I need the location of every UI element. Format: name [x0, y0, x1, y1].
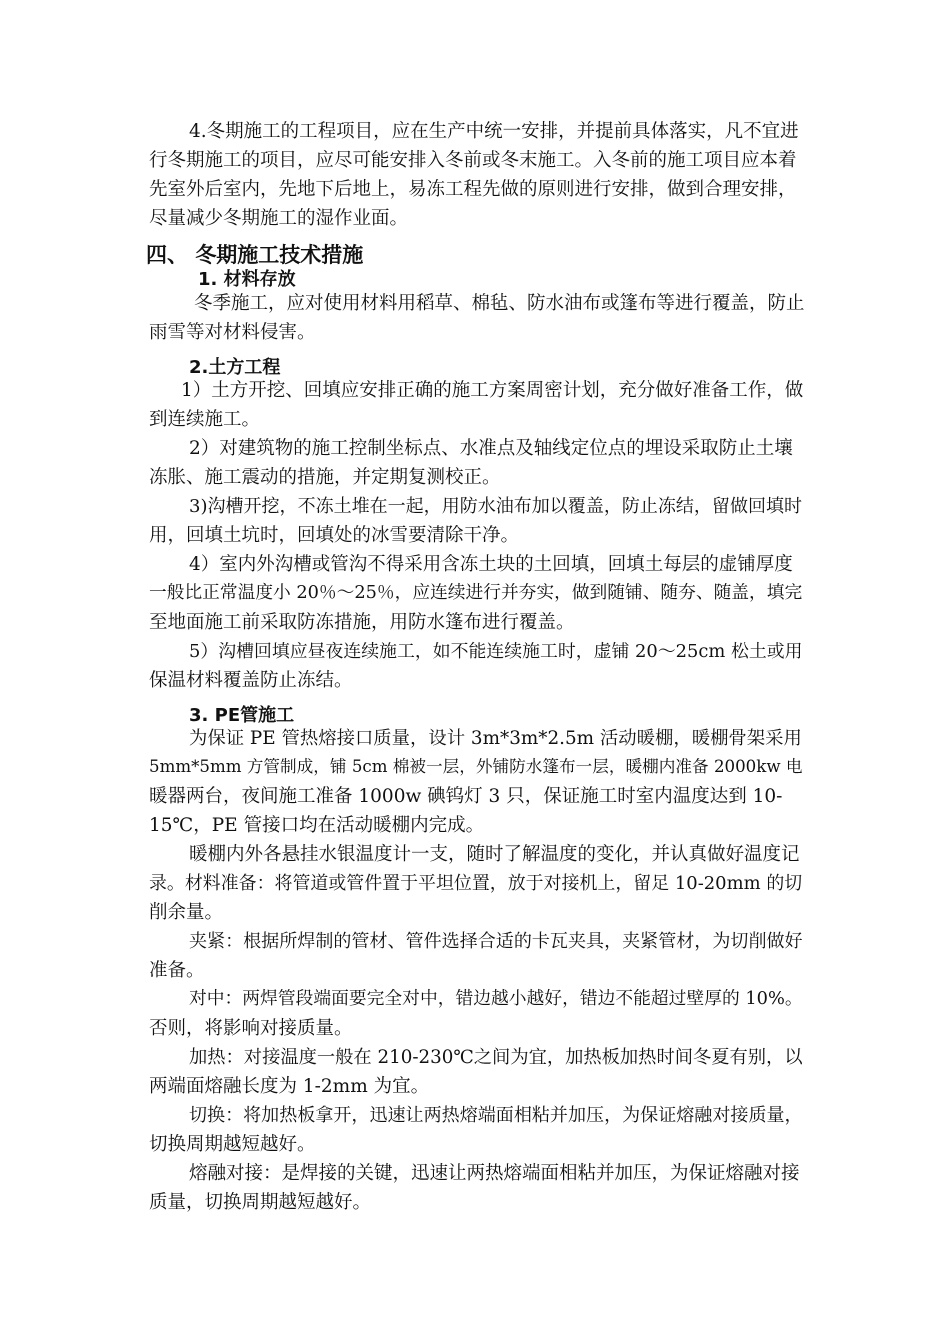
- earthwork-item-5-line-1: 5）沟槽回填应昼夜连续施工，如不能连续施工时，虚铺 20～25cm 松土或用: [189, 641, 803, 662]
- pe-para-5-line-2: 两端面熔融长度为 1-2mm 为宜。: [149, 1076, 430, 1097]
- subsection-2-title: 2.土方工程: [189, 357, 281, 378]
- pe-para-2-line-1: 暖棚内外各悬挂水银温度计一支，随时了解温度的变化，并认真做好温度记: [189, 844, 800, 865]
- pe-para-4-line-1: 对中：两焊管段端面要完全对中，错边越小越好，错边不能超过壁厚的 10%。: [189, 989, 803, 1009]
- earthwork-item-1-line-2: 到连续施工。: [149, 409, 261, 430]
- pe-para-2-line-2: 录。材料准备：将管道或管件置于平坦位置，放于对接机上，留足 10-20mm 的切: [149, 873, 803, 894]
- pe-para-7-line-2: 质量，切换周期越短越好。: [149, 1192, 372, 1213]
- pe-para-4-line-2: 否则，将影响对接质量。: [149, 1018, 353, 1039]
- earthwork-item-1-line-1: 1）土方开挖、回填应安排正确的施工方案周密计划，充分做好准备工作，做: [181, 380, 804, 401]
- subsection-1-line-1: 冬季施工，应对使用材料用稻草、棉毡、防水油布或篷布等进行覆盖，防止: [194, 293, 805, 314]
- pe-para-6-line-2: 切换周期越短越好。: [149, 1134, 316, 1155]
- earthwork-item-4-line-1: 4）室内外沟槽或管沟不得采用含冻土块的土回填，回填土每层的虚铺厚度: [189, 554, 793, 575]
- pe-para-1-line-1: 为保证 PE 管热熔接口质量，设计 3m*3m*2.5m 活动暖棚，暖棚骨架采用: [189, 728, 802, 749]
- pe-para-2-line-3: 削余量。: [149, 902, 224, 923]
- paragraph-4-line-3: 先室外后室内，先地下后地上，易冻工程先做的原则进行安排，做到合理安排，: [149, 179, 797, 200]
- pe-para-3-line-2: 准备。: [149, 960, 205, 981]
- pe-para-6-line-1: 切换：将加热板拿开，迅速让两热熔端面相粘并加压，为保证熔融对接质量，: [189, 1105, 803, 1126]
- paragraph-4-line-4: 尽量减少冬期施工的湿作业面。: [149, 208, 409, 229]
- subsection-1-line-2: 雨雪等对材料侵害。: [149, 322, 316, 343]
- earthwork-item-2-line-2: 冻胀、施工震动的措施，并定期复测校正。: [149, 467, 501, 488]
- pe-para-1-line-3: 暖器两台，夜间施工准备 1000w 碘钨灯 3 只，保证施工时室内温度达到 10-: [149, 786, 783, 807]
- paragraph-4-line-2: 行冬期施工的项目，应尽可能安排入冬前或冬末施工。入冬前的施工项目应本着: [149, 150, 797, 171]
- paragraph-4-line-1: 4.冬期施工的工程项目，应在生产中统一安排，并提前具体落实，凡不宜进: [189, 121, 799, 142]
- earthwork-item-4-line-2: 一般比正常温度小 20％～25％，应连续进行并夯实，做到随铺、随夯、随盖，填完: [149, 583, 803, 603]
- earthwork-item-3-line-2: 用，回填土坑时，回填处的冰雪要清除干净。: [149, 525, 520, 546]
- earthwork-item-5-line-2: 保温材料覆盖防止冻结。: [149, 670, 353, 691]
- subsection-3-title: 3. PE管施工: [189, 705, 295, 726]
- subsection-1-title: 1. 材料存放: [198, 269, 296, 290]
- pe-para-1-line-2: 5mm*5mm 方管制成，铺 5cm 棉被一层，外铺防水篷布一层，暖棚内准备 2000kw 电: [149, 757, 803, 776]
- pe-para-1-line-4: 15℃，PE 管接口均在活动暖棚内完成。: [149, 815, 485, 836]
- pe-para-7-line-1: 熔融对接：是焊接的关键，迅速让两热熔端面相粘并加压，为保证熔融对接: [189, 1163, 800, 1184]
- pe-para-3-line-1: 夹紧：根据所焊制的管材、管件选择合适的卡瓦夹具，夹紧管材，为切削做好: [189, 931, 803, 952]
- earthwork-item-2-line-1: 2）对建筑物的施工控制坐标点、水准点及轴线定位点的埋设采取防止土壤: [189, 438, 793, 459]
- earthwork-item-4-line-3: 至地面施工前采取防冻措施，用防水篷布进行覆盖。: [149, 612, 575, 633]
- section-heading: 四、 冬期施工技术措施: [146, 243, 364, 267]
- earthwork-item-3-line-1: 3)沟槽开挖，不冻土堆在一起，用防水油布加以覆盖，防止冻结，留做回填时: [189, 496, 803, 517]
- pe-para-5-line-1: 加热：对接温度一般在 210-230℃之间为宜，加热板加热时间冬夏有别，以: [189, 1047, 803, 1068]
